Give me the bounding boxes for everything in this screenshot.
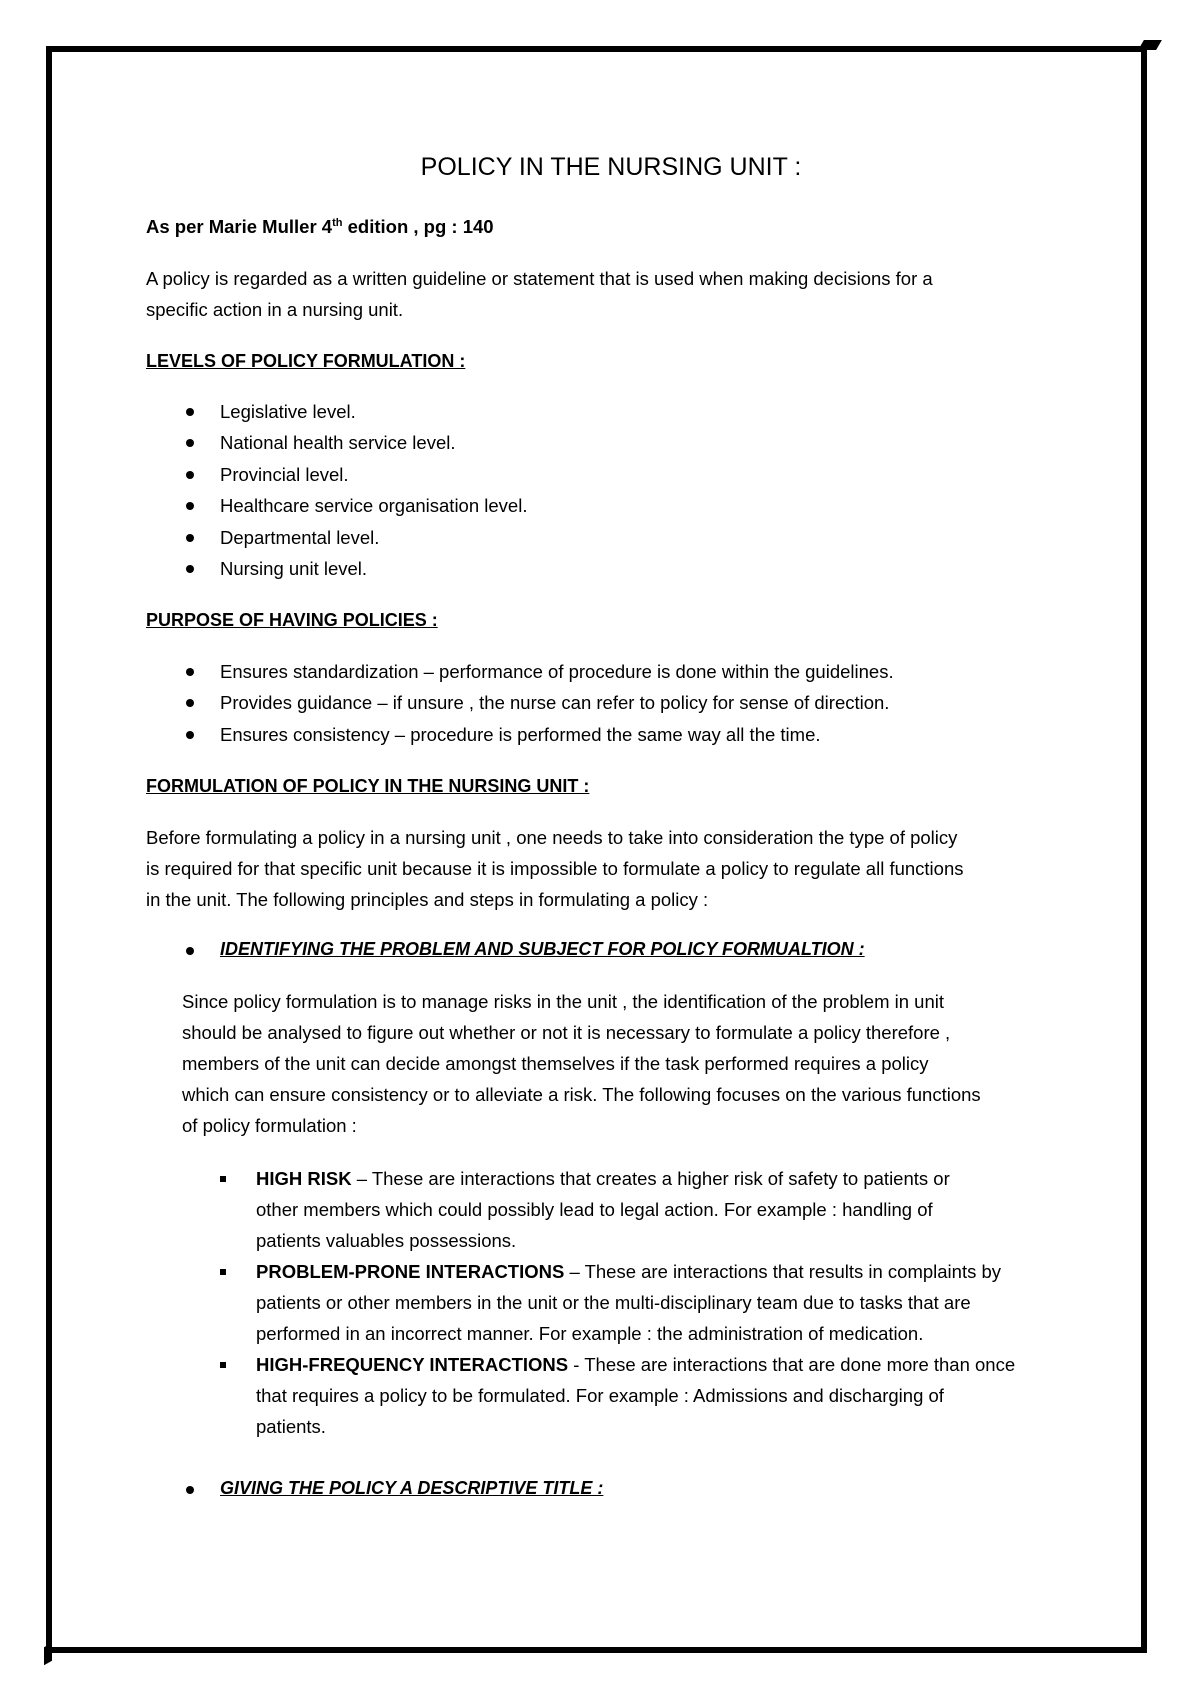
list-item-text: Departmental level. <box>220 526 380 548</box>
list-item <box>186 656 894 687</box>
square-bullet-icon <box>220 1176 226 1182</box>
paragraph-line: members of the unit can decide amongst themselves if the task performed requires a policy <box>182 1053 929 1074</box>
bullet-icon <box>186 502 194 510</box>
sub-item-text: - These are interactions that are done more than once <box>568 1354 1016 1375</box>
sub-item-label: HIGH RISK <box>256 1168 352 1189</box>
levels-heading: LEVELS OF POLICY FORMULATION : <box>146 351 466 371</box>
sub-item-line <box>256 1163 950 1194</box>
sub-item-line: that requires a policy to be formulated. For example : Admissions and discharging of <box>256 1385 944 1406</box>
page-title: POLICY IN THE NURSING UNIT : <box>420 153 802 181</box>
paragraph-line: of policy formulation : <box>182 1115 357 1136</box>
bullet-icon <box>186 668 194 676</box>
list-item <box>186 522 527 553</box>
bullet-icon <box>186 699 194 707</box>
paragraph-line: Since policy formulation is to manage risks in the unit , the identification of the problem in unit <box>182 991 944 1012</box>
paragraph-line: should be analysed to figure out whether or not it is necessary to formulate a policy therefore , <box>182 1022 951 1043</box>
sub-item-line: patients or other members in the unit or the multi-disciplinary team due to tasks that are <box>256 1292 971 1313</box>
bullet-icon <box>186 731 194 739</box>
bullet-icon <box>186 408 194 416</box>
paragraph-line: which can ensure consistency or to alleviate a risk. The following focuses on the various functions <box>182 1084 981 1105</box>
bullet-icon <box>186 439 194 447</box>
sub-item-text: – These are interactions that creates a higher risk of safety to patients or <box>351 1168 950 1189</box>
source-prefix: As per Marie Muller 4 <box>146 216 333 237</box>
levels-list <box>186 396 527 584</box>
step2-heading: GIVING THE POLICY A DESCRIPTIVE TITLE : <box>220 1478 604 1498</box>
list-item <box>186 490 527 521</box>
source-superscript: th <box>332 216 343 229</box>
list-item-text: Ensures standardization – performance of procedure is done within the guidelines. <box>220 661 894 682</box>
paragraph-line: in the unit. The following principles and steps in formulating a policy : <box>146 889 709 910</box>
sub-item-line <box>256 1256 1001 1287</box>
list-item-text: National health service level. <box>220 432 456 454</box>
definition-line: A policy is regarded as a written guideline or statement that is used when making decisions for a <box>146 268 933 289</box>
source-suffix: edition , pg : 140 <box>342 216 494 237</box>
formulation-heading: FORMULATION OF POLICY IN THE NURSING UNIT : <box>146 776 590 796</box>
list-item <box>186 719 894 750</box>
sub-item-text: – These are interactions that results in complaints by <box>564 1261 1002 1282</box>
sub-item-line: patients valuables possessions. <box>256 1230 517 1251</box>
list-item <box>186 396 527 427</box>
bullet-icon <box>186 471 194 479</box>
bullet-icon <box>186 534 194 542</box>
source-reference <box>146 211 494 242</box>
border-corner-mark <box>44 1643 52 1666</box>
bullet-icon <box>186 565 194 573</box>
list-item-text: Legislative level. <box>220 401 356 422</box>
definition-line: specific action in a nursing unit. <box>146 299 404 320</box>
list-item-text: Provincial level. <box>220 463 349 485</box>
step1-heading: IDENTIFYING THE PROBLEM AND SUBJECT FOR POLICY FORMUALTION : <box>220 939 865 959</box>
list-item-text: Provides guidance – if unsure , the nurse can refer to policy for sense of direction. <box>220 692 890 714</box>
list-item <box>186 427 527 458</box>
sub-item-line: performed in an incorrect manner. For example : the administration of medication. <box>256 1323 924 1344</box>
purpose-list <box>186 656 894 750</box>
list-item-text: Nursing unit level. <box>220 558 368 580</box>
sub-item-line <box>256 1349 1015 1380</box>
list-item-text: Ensures consistency – procedure is performed the same way all the time. <box>220 723 821 745</box>
sub-item-label: HIGH-FREQUENCY INTERACTIONS <box>256 1354 569 1375</box>
square-bullet-icon <box>220 1269 226 1275</box>
list-item-text: Healthcare service organisation level. <box>220 495 528 517</box>
sub-item-line: other members which could possibly lead to legal action. For example : handling of <box>256 1199 933 1220</box>
sub-item-line: patients. <box>256 1416 326 1437</box>
list-item <box>186 553 527 584</box>
paragraph-line: is required for that specific unit because it is impossible to formulate a policy to regulate all functions <box>146 858 964 879</box>
border-corner-mark <box>1138 40 1162 50</box>
square-bullet-icon <box>220 1362 226 1368</box>
paragraph-line: Before formulating a policy in a nursing unit , one needs to take into consideration the type of policy <box>146 827 958 848</box>
sub-item-label: PROBLEM-PRONE INTERACTIONS <box>256 1261 565 1282</box>
list-item <box>186 687 894 718</box>
list-item <box>186 459 527 490</box>
bullet-icon <box>186 947 194 955</box>
purpose-heading: PURPOSE OF HAVING POLICIES : <box>146 610 438 630</box>
bullet-icon <box>186 1486 194 1494</box>
